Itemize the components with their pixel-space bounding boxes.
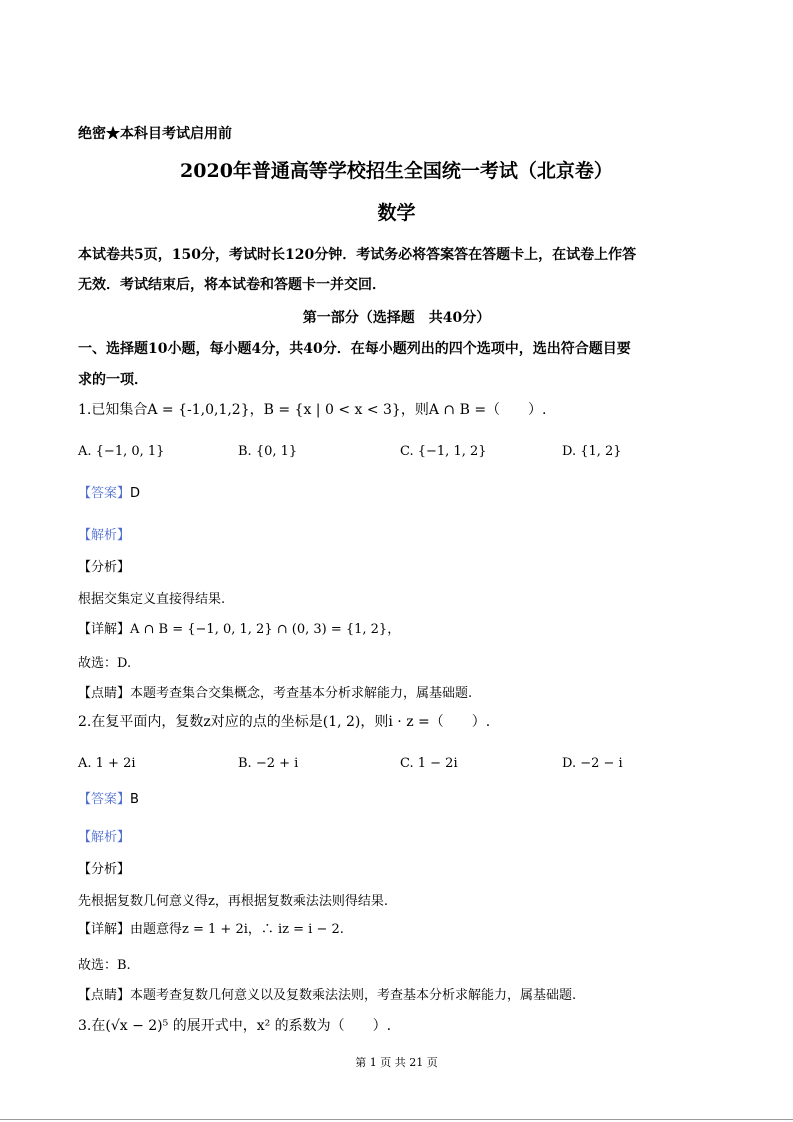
q2-detail — [78, 922, 344, 938]
detail-tag: 【详解】 — [78, 622, 131, 637]
answer-value: B — [130, 792, 139, 807]
instructions-line-1: 本试卷共5页，150分，考试时长120分钟．考试务必将答案答在答题卡上，在试卷上作答 — [78, 247, 637, 263]
q2-option-a: A. 1 + 2i — [78, 756, 136, 771]
instructions-line-2: 无效．考试结束后，将本试卷和答题卡一并交回． — [78, 277, 386, 293]
detail-tag: 【详解】 — [78, 922, 131, 937]
q2-fenxi-tag: 【分析】 — [78, 862, 131, 877]
detail-text: 由题意得z = 1 + 2i，∴ iz = i − 2. — [130, 922, 344, 937]
comment-text: 本题考查复数几何意义以及复数乘法法则，考查基本分析求解能力，属基础题. — [130, 988, 577, 1003]
q1-choose: 故选：D. — [78, 656, 132, 671]
q1-answer — [78, 486, 140, 502]
q1-option-c: C. {−1, 1, 2} — [400, 444, 487, 459]
q3-stem: 3.在(√x − 2)⁵ 的展开式中，x² 的系数为（ ）. — [78, 1018, 392, 1034]
answer-value: D — [130, 486, 141, 501]
answer-tag: 【答案】 — [78, 486, 131, 501]
page-bottom-divider — [0, 1119, 793, 1120]
comment-tag: 【点睛】 — [78, 686, 131, 701]
comment-tag: 【点睛】 — [78, 988, 131, 1003]
q2-option-c: C. 1 − 2i — [400, 756, 458, 771]
q1-option-b: B. {0, 1} — [238, 444, 298, 459]
q1-detail — [78, 622, 400, 638]
q2-stem: 2.在复平面内，复数z对应的点的坐标是(1, 2)，则i · z =（ ）. — [78, 714, 491, 730]
exam-title: 2020年普通高等学校招生全国统一考试（北京卷） — [180, 160, 613, 182]
q1-fenxi-text: 根据交集定义直接得结果. — [78, 592, 226, 607]
q1-option-a: A. {−1, 0, 1} — [78, 444, 165, 459]
q2-answer — [78, 792, 139, 808]
q2-fenxi-text: 先根据复数几何意义得z，再根据复数乘法法则得结果. — [78, 894, 388, 909]
section-intro-line-2: 求的一项． — [78, 372, 148, 388]
answer-tag: 【答案】 — [78, 792, 131, 807]
q1-fenxi-tag: 【分析】 — [78, 560, 131, 575]
q1-stem: 1.已知集合A = {-1,0,1,2}，B = {x | 0 < x < 3}，则A ∩ B =（ ）. — [78, 402, 547, 418]
q1-comment — [78, 686, 472, 702]
section-intro-line-1: 一、选择题10小题，每小题4分，共40分．在每小题列出的四个选项中，选出符合题目要 — [78, 341, 631, 357]
q2-analysis-tag: 【解析】 — [78, 830, 131, 845]
q1-option-d: D. {1, 2} — [562, 444, 622, 459]
comment-text: 本题考查集合交集概念，考查基本分析求解能力，属基础题. — [130, 686, 473, 701]
page-footer: 第 1 页 共 21 页 — [355, 1056, 438, 1069]
subject-title: 数学 — [377, 202, 416, 224]
q2-comment — [78, 988, 576, 1004]
detail-text: A ∩ B = {−1, 0, 1, 2} ∩ (0, 3) = {1, 2}， — [130, 622, 401, 637]
q2-option-b: B. −2 + i — [238, 756, 299, 771]
q2-option-d: D. −2 − i — [562, 756, 623, 771]
part1-title: 第一部分（选择题 共40分） — [302, 310, 491, 326]
secret-label: 绝密★本科目考试启用前 — [78, 126, 232, 142]
q1-analysis-tag: 【解析】 — [78, 528, 131, 543]
q2-choose: 故选：B. — [78, 958, 131, 973]
